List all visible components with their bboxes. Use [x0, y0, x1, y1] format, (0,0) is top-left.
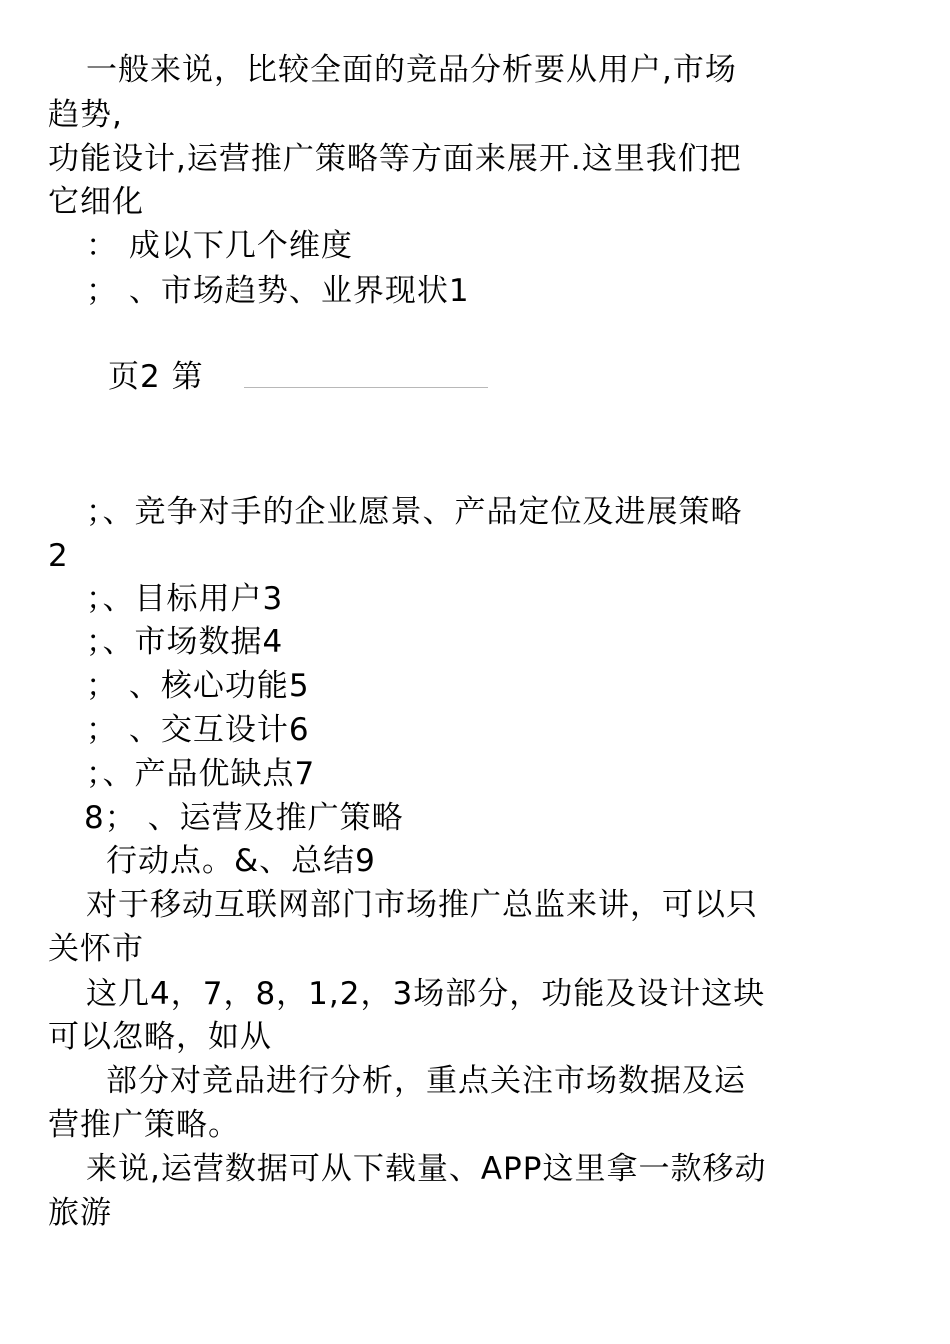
text-line: 功能设计,运营推广策略等方面来展开.这里我们把	[48, 141, 742, 177]
text-line: 营推广策略。	[48, 1107, 240, 1143]
text-line: 部分对竞品进行分析，重点关注市场数据及运	[106, 1063, 746, 1099]
text-line: ； 、市场趋势、业界现状1	[86, 273, 470, 309]
text-line: 旅游	[48, 1195, 112, 1231]
text-line: 对于移动互联网部门市场推广总监来讲，可以只	[86, 887, 758, 923]
text-line: ： 成以下几个维度	[86, 228, 353, 264]
text-line: ；、目标用户3	[86, 581, 284, 617]
text-line: 关怀市	[48, 931, 144, 967]
text-line: ； 、交互设计6	[86, 712, 310, 748]
text-line: 它细化	[48, 184, 144, 220]
footer-rule	[244, 387, 488, 388]
page-footer: 页2 第	[108, 359, 204, 395]
text-line: 行动点。&、总结9	[106, 843, 376, 879]
text-line: 来说,运营数据可从下载量、APP这里拿一款移动	[86, 1151, 767, 1187]
text-line: 可以忽略，如从	[48, 1019, 272, 1055]
text-line: ；、市场数据4	[86, 624, 284, 660]
text-line: ；、竞争对手的企业愿景、产品定位及进展策略	[86, 494, 743, 530]
text-line: 这几4，7，8，1,2，3场部分，功能及设计这块	[86, 976, 766, 1012]
text-line: 一般来说，比较全面的竞品分析要从用户,市场	[86, 52, 737, 88]
text-line: 8； 、运营及推广策略	[84, 800, 404, 836]
text-line: ；、产品优缺点7	[86, 756, 316, 792]
text-line: 2	[48, 538, 69, 574]
text-line: ； 、核心功能5	[86, 668, 310, 704]
text-line: 趋势,	[48, 97, 123, 133]
